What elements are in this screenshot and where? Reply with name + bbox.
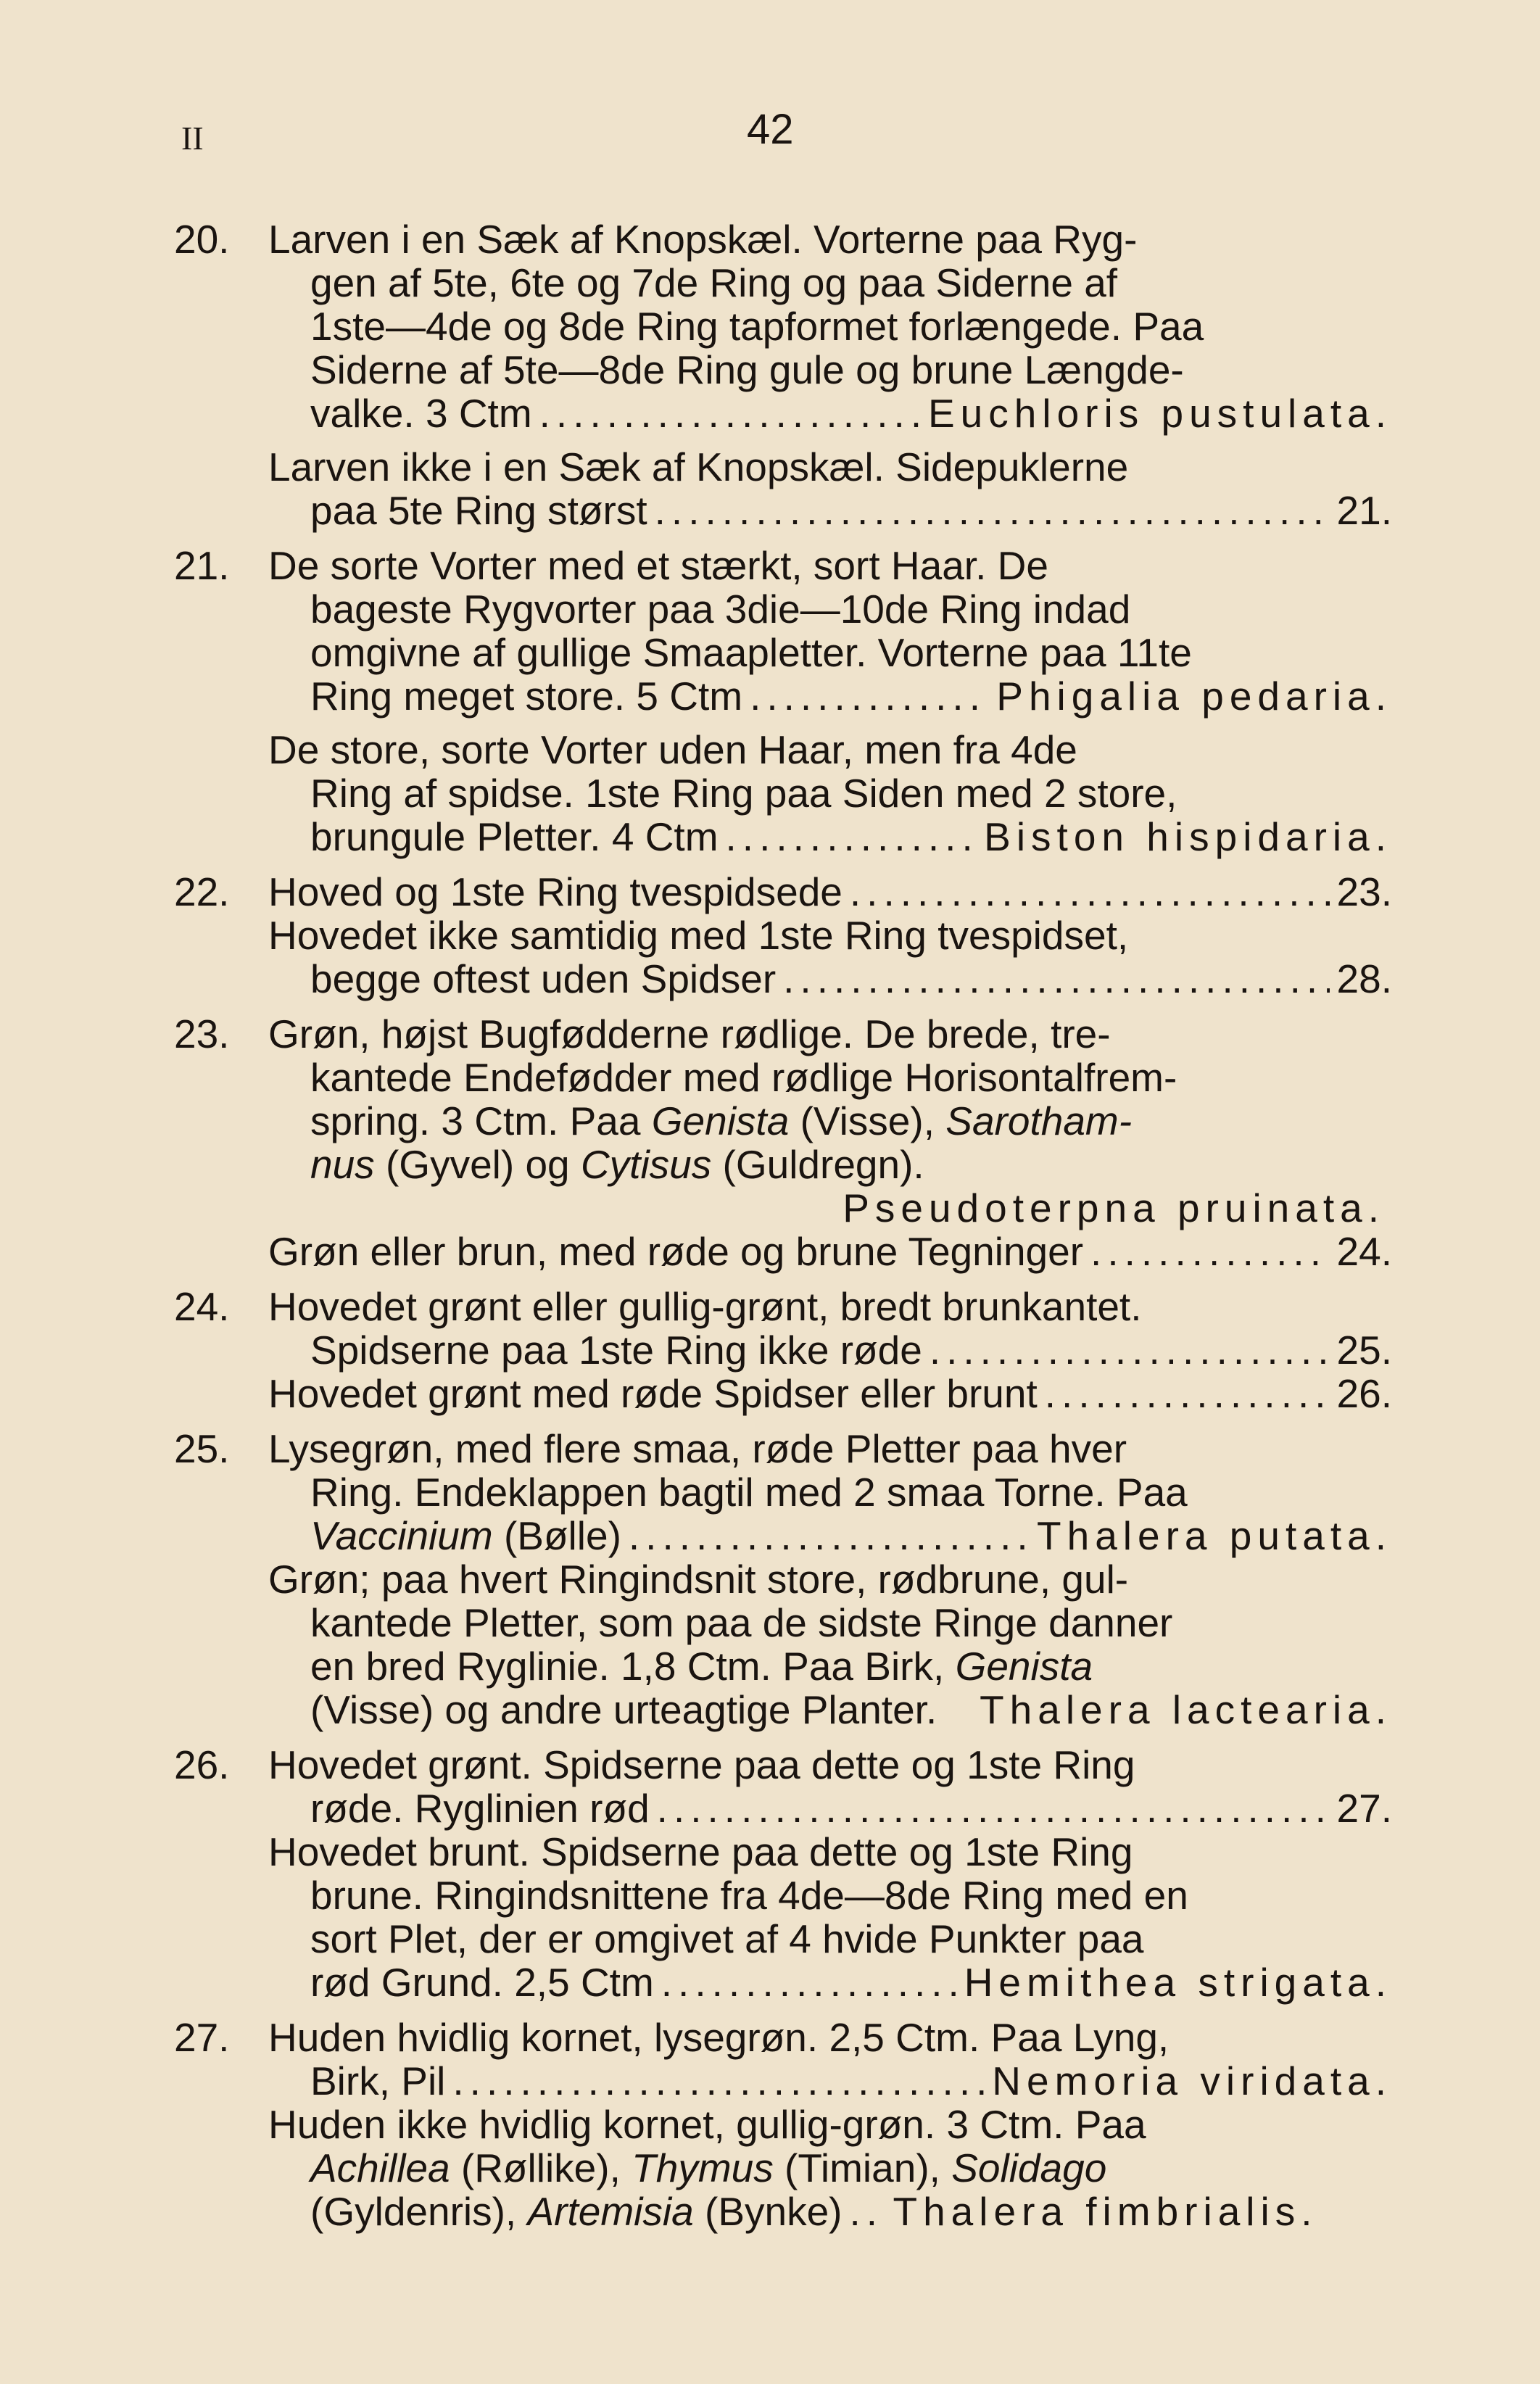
dot-leader <box>657 1787 1330 1830</box>
key-reference: 21. <box>1336 488 1392 533</box>
key-line: brungule Pletter. 4 Ctm <box>310 814 719 859</box>
key-line: Grøn eller brun, med røde og brune Tegninger <box>268 1229 1084 1274</box>
key-line: bageste Rygvorter paa 3die—10de Ring indad <box>310 587 1131 632</box>
key-line: Spidserne paa 1ste Ring ikke røde <box>310 1328 922 1373</box>
key-line: Grøn; paa hvert Ringindsnit store, rødbrune, gul- <box>268 1557 1129 1602</box>
dot-leader <box>452 2059 985 2103</box>
dot-leader <box>930 1328 1330 1372</box>
key-line: kantede Pletter, som paa de sidste Ringe danner <box>310 1600 1173 1645</box>
key-line: Hovedet grønt. Spidserne paa dette og 1ste Ring <box>268 1742 1135 1787</box>
key-line: (Visse) og andre urteagtige Planter. <box>310 1687 937 1732</box>
genus-name: nus <box>310 1142 375 1187</box>
dot-leader <box>1045 1372 1330 1415</box>
genus-name: Artemisia <box>527 2189 694 2234</box>
key-line: Grøn, højst Bugfødderne rødlige. De brede, tre- <box>268 1011 1111 1056</box>
key-line: De sorte Vorter med et stærkt, sort Haar. De <box>268 543 1048 588</box>
key-line: (Gyldenris), <box>310 2189 528 2234</box>
genus-name: Sarotham- <box>945 1098 1133 1143</box>
genus-name: Genista <box>651 1098 790 1143</box>
entry-number: 24. <box>174 1284 230 1329</box>
section-marker: II <box>181 120 204 157</box>
key-line: rød Grund. 2,5 Ctm <box>310 1960 654 2005</box>
entry-number: 23. <box>174 1011 230 1056</box>
key-line: Ring. Endeklappen bagtil med 2 smaa Torne. Paa <box>310 1470 1188 1515</box>
key-line: Ring meget store. 5 Ctm <box>310 674 743 719</box>
species-name: Thalera fimbrialis. <box>893 2189 1318 2234</box>
dot-leader <box>726 815 977 858</box>
key-line: gen af 5te, 6te og 7de Ring og paa Siderne af <box>310 260 1118 305</box>
species-name: Euchloris pustulata. <box>928 391 1392 436</box>
species-name: Thalera lactearia. <box>980 1687 1392 1732</box>
key-line: spring. 3 Ctm. Paa <box>310 1098 652 1143</box>
key-line: Lysegrøn, med flere smaa, røde Pletter paa hver <box>268 1426 1127 1471</box>
key-line: røde. Ryglinien rød <box>310 1786 650 1831</box>
identification-key <box>174 218 1392 2245</box>
key-entry-22 <box>174 870 1392 1001</box>
key-line: 1ste—4de og 8de Ring tapformet forlængede. Paa <box>310 304 1204 349</box>
key-line: De store, sorte Vorter uden Haar, men fra 4de <box>268 727 1077 772</box>
key-line: Siderne af 5te—8de Ring gule og brune Længde- <box>310 347 1184 392</box>
key-line: Ring af spidse. 1ste Ring paa Siden med 2 store, <box>310 771 1177 816</box>
species-name: Biston hispidaria. <box>984 814 1392 859</box>
key-line: Huden ikke hvidlig kornet, gullig-grøn. 3 Ctm. Paa <box>268 2102 1146 2147</box>
entry-number: 21. <box>174 543 230 588</box>
key-entry-24 <box>174 1285 1392 1415</box>
species-name: Hemithea strigata. <box>964 1960 1392 2005</box>
key-reference: 24. <box>1336 1229 1392 1274</box>
species-name: Pseudoterpna pruinata. <box>843 1185 1385 1230</box>
key-line: en bred Ryglinie. 1,8 Ctm. Paa Birk, <box>310 1644 956 1689</box>
entry-number: 25. <box>174 1426 230 1471</box>
dot-leader <box>850 870 1330 914</box>
dot-leader <box>655 489 1330 532</box>
key-reference: 26. <box>1336 1371 1392 1416</box>
key-line: Hovedet ikke samtidig med 1ste Ring tvespidset, <box>268 913 1129 958</box>
key-entry-26 <box>174 1743 1392 2004</box>
dot-leader <box>661 1961 957 2004</box>
key-line: valke. 3 Ctm <box>310 391 532 436</box>
key-line: Huden hvidlig kornet, lysegrøn. 2,5 Ctm. Paa Lyng, <box>268 2015 1170 2060</box>
entry-number: 22. <box>174 869 230 914</box>
dot-leader <box>850 2190 886 2233</box>
species-name: Thalera putata. <box>1037 1513 1392 1558</box>
genus-name: Thymus <box>632 2145 774 2190</box>
dot-leader <box>1090 1230 1329 1273</box>
key-line: paa 5te Ring størst <box>310 488 647 533</box>
key-line: (Bølle) <box>492 1513 621 1558</box>
key-line: Larven ikke i en Sæk af Knopskæl. Sidepuklerne <box>268 444 1129 489</box>
key-line: Hovedet grønt med røde Spidser eller brunt <box>268 1371 1038 1416</box>
key-reference: 25. <box>1336 1328 1392 1373</box>
genus-name: Achillea <box>310 2145 450 2190</box>
key-reference: 27. <box>1336 1786 1392 1831</box>
dot-leader <box>629 1514 1030 1557</box>
key-entry-21 <box>174 544 1392 858</box>
key-line: Hovedet brunt. Spidserne paa dette og 1ste Ring <box>268 1829 1133 1874</box>
dot-leader <box>783 957 1329 1001</box>
genus-name: Vaccinium <box>310 1513 493 1558</box>
genus-name: Cytisus <box>580 1142 712 1187</box>
key-entry-25 <box>174 1427 1392 1731</box>
key-line: Hoved og 1ste Ring tvespidsede <box>268 869 843 914</box>
key-line: (Bynke) <box>693 2189 843 2234</box>
key-line: Birk, Pil <box>310 2058 446 2103</box>
key-line: omgivne af gullige Smaapletter. Vorterne paa 11te <box>310 630 1192 675</box>
key-line: brune. Ringindsnittene fra 4de—8de Ring med en <box>310 1873 1188 1918</box>
dot-leader <box>750 674 989 718</box>
genus-name: Solidago <box>951 2145 1107 2190</box>
key-entry-20 <box>174 218 1392 532</box>
key-line: begge oftest uden Spidser <box>310 956 777 1001</box>
page-number: 42 <box>747 106 794 153</box>
key-line: Larven i en Sæk af Knopskæl. Vorterne paa Ryg- <box>268 217 1138 262</box>
key-line: (Røllike), <box>450 2145 632 2190</box>
entry-number: 27. <box>174 2015 230 2060</box>
key-reference: 28. <box>1336 956 1392 1001</box>
entry-number: 26. <box>174 1742 230 1787</box>
species-name: Nemoria viridata. <box>992 2058 1392 2103</box>
dot-leader <box>539 392 921 435</box>
key-line: (Guldregn). <box>711 1142 924 1187</box>
key-line: Hovedet grønt eller gullig-grønt, bredt brunkantet. <box>268 1284 1142 1329</box>
key-line: sort Plet, der er omgivet af 4 hvide Punkter paa <box>310 1916 1144 1961</box>
key-reference: 23. <box>1336 869 1392 914</box>
key-entry-27 <box>174 2016 1392 2233</box>
key-entry-23 <box>174 1012 1392 1273</box>
entry-number: 20. <box>174 217 230 262</box>
key-line: (Visse), <box>789 1098 946 1143</box>
key-line: (Gyvel) og <box>374 1142 581 1187</box>
species-name: Phigalia pedaria. <box>996 674 1392 719</box>
genus-name: Genista <box>955 1644 1093 1689</box>
key-line: (Timian), <box>773 2145 952 2190</box>
key-line: kantede Endefødder med rødlige Horisontalfrem- <box>310 1055 1177 1100</box>
